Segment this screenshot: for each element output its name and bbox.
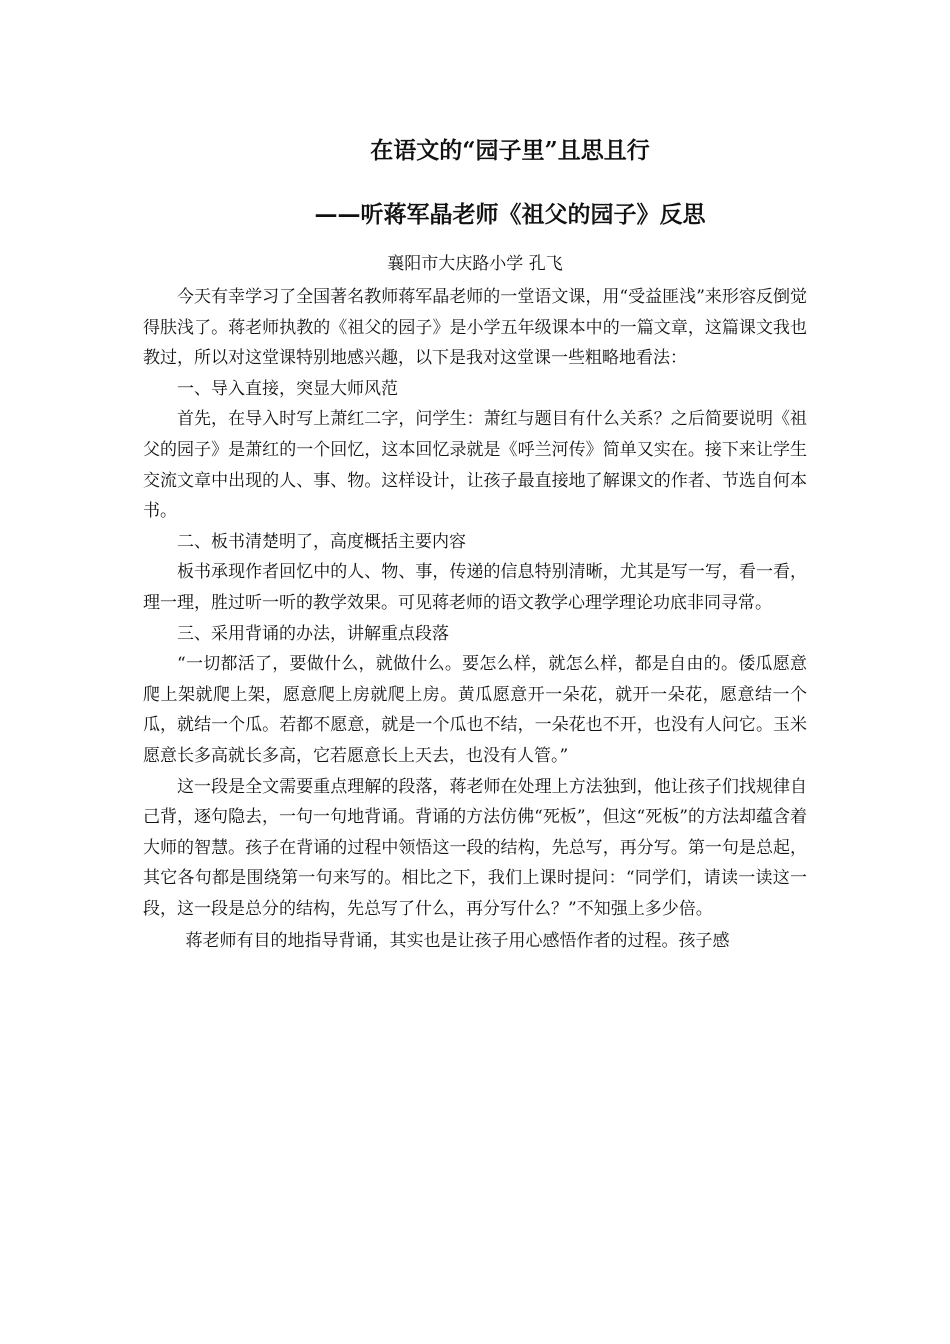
- document-subtitle: ——听蒋军晶老师《祖父的园子》反思: [314, 201, 706, 228]
- section-heading-2: 二、板书清楚明了，高度概括主要内容: [177, 531, 466, 552]
- section-heading-3: 三、采用背诵的办法，讲解重点段落: [177, 623, 449, 644]
- paragraph-intro: 今天有幸学习了全国著名教师蒋军晶老师的一堂语文课，用“受益匪浅”来形容反倒觉得肤浅了。蒋老师执教的《祖父的园子》是小学五年级课本中的一篇文章，这篇课文我也教过，所以对这堂课特别地感兴趣，以下是我对这堂课一些粗略地看法：: [143, 287, 807, 369]
- paragraph-section-3: 这一段是全文需要重点理解的段落，蒋老师在处理上方法独到，他让孩子们找规律自己背，逐句隐去，一句一句地背诵。背诵的方法仿佛“死板”，但这“死板”的方法却蕴含着大师的智慧。孩子在背诵的过程中领悟这一段的结构，先总写，再分写。第一句是总起，其它各句都是围绕第一句来写的。相比之下，我们上课时提问：“同学们，请读一读这一段，这一段是总分的结构，先总写了什么，再分写什么？”不知强上多少倍。: [143, 776, 807, 919]
- document-title: 在语文的“园子里”且思且行: [370, 137, 650, 164]
- author-byline: 襄阳市大庆路小学 孔飞: [387, 254, 563, 274]
- paragraph-continuation: 蒋老师有目的地指导背诵，其实也是让孩子用心感悟作者的过程。孩子感: [185, 931, 730, 952]
- quoted-passage: “一切都活了，要做什么，就做什么。要怎么样，就怎么样，都是自由的。倭瓜愿意爬上架就爬上架，愿意爬上房就爬上房。黄瓜愿意开一朵花，就开一朵花，愿意结一个瓜，就结一个瓜。若都不愿意，就是一个瓜也不结，一朵花也不开，也没有人问它。玉米愿意长多高就长多高，它若愿意长上天去，也没有人管。”: [143, 654, 807, 766]
- paragraph-section-1: 首先，在导入时写上萧红二字，问学生：萧红与题目有什么关系？之后简要说明《祖父的园子》是萧红的一个回忆，这本回忆录就是《呼兰河传》简单又实在。接下来让学生交流文章中出现的人、事、物。这样设计，让孩子最直接地了解课文的作者、节选自何本书。: [143, 409, 807, 522]
- document-body: [143, 282, 807, 957]
- section-heading-1: 一、导入直接，突显大师风范: [177, 378, 398, 399]
- paragraph-section-2: 板书承现作者回忆中的人、物、事，传递的信息特别清晰，尤其是写一写，看一看，理一理，胜过听一听的教学效果。可见蒋老师的语文教学心理学理论功底非同寻常。: [143, 562, 807, 613]
